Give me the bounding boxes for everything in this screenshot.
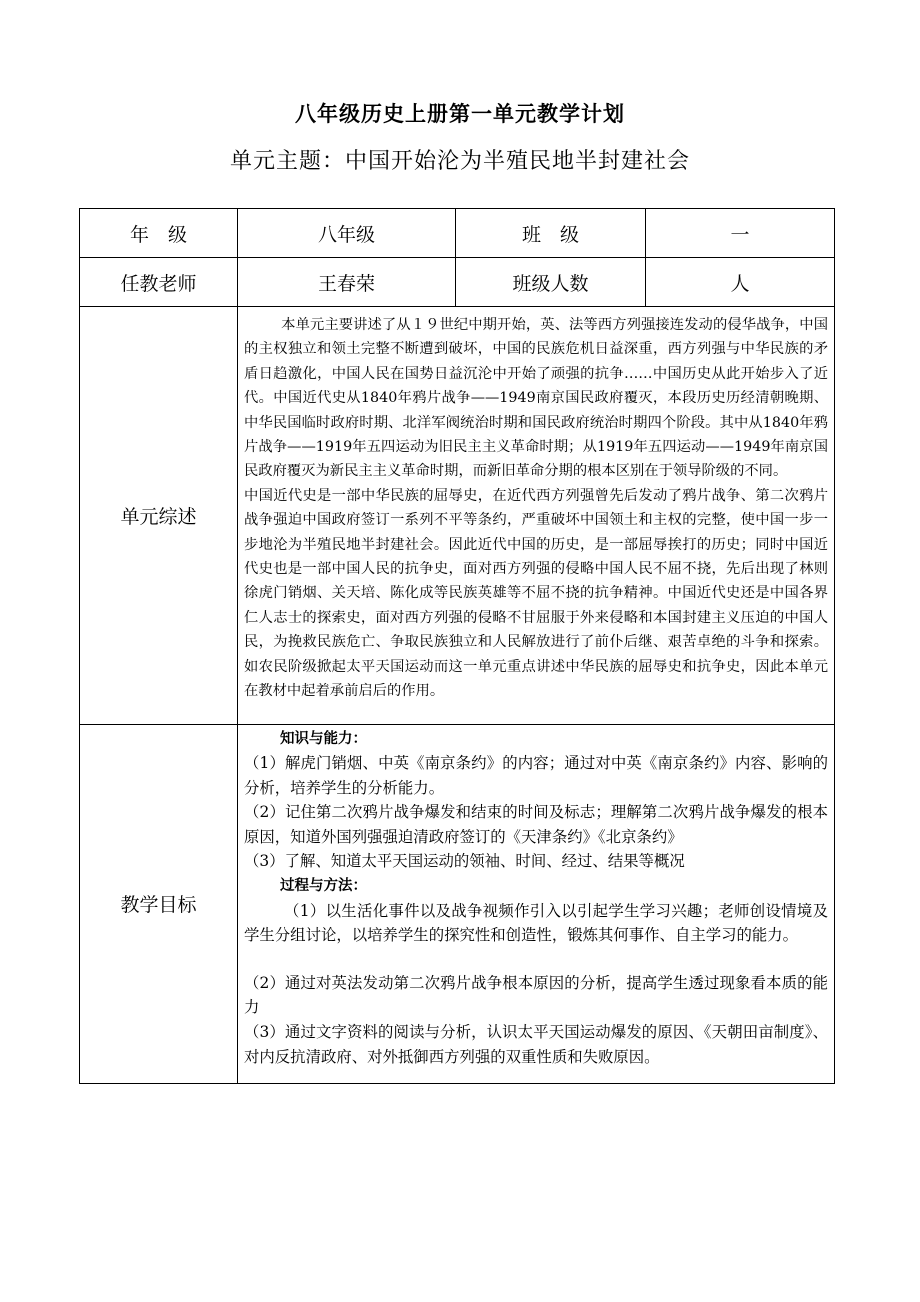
- goals-content: [238, 724, 835, 1084]
- teacher-label: 任教老师: [80, 258, 238, 307]
- grade-value: 八年级: [238, 209, 456, 258]
- process-item: （1）以生活化事件以及战争视频作引入以引起学生学习兴趣；老师创设情境及学生分组讨论，以培养学生的探究性和创造性，锻炼其何事作、自主学习的能力。: [244, 901, 828, 945]
- class-size-label: 班级人数: [456, 258, 646, 307]
- page-subtitle: 单元主题：中国开始沦为半殖民地半封建社会: [229, 149, 690, 174]
- process-item: （2）通过对英法发动第二次鸦片战争根本原因的分析，提高学生透过现象看本质的能力: [244, 973, 828, 1017]
- overview-paragraph-1: 本单元主要讲述了从１９世纪中期开始，英、法等西方列强接连发动的侵华战争，中国的主权独立和领土完整不断遭到破坏，中国的民族危机日益深重，西方列强与中华民族的矛盾日趋激化，中国人民在国势日益沉沦中开始了顽强的抗争……中国历史从此开始步入了近代。中国近代史从1840年鸦片战争——1949南京国民政府覆灭，本段历史历经清朝晚期、中华民国临时政府时期、北洋军阀统治时期和国民政府统治时期四个阶段。其中从1840年鸦片战争——1919年五四运动为旧民主主义革命时期；从1919年五四运动——1949年南京国民政府覆灭为新民主主义革命时期，而新旧革命分期的根本区别在于领导阶级的不同。: [244, 317, 828, 480]
- grade-label: 年 级: [80, 209, 238, 258]
- process-item: （3）通过文字资料的阅读与分析，认识太平天国运动爆发的原因、《天朝田亩制度》、对内反抗清政府、对外抵御西方列强的双重性质和失败原因。: [244, 1023, 828, 1066]
- goals-label: 教学目标: [80, 724, 238, 1084]
- plan-table: [79, 208, 835, 1084]
- table-row: [80, 724, 835, 1084]
- knowledge-item: （3）了解、知道太平天国运动的领袖、时间、经过、结果等概况: [244, 852, 685, 871]
- class-label: 班 级: [456, 209, 646, 258]
- table-row: [80, 307, 835, 725]
- overview-label: 单元综述: [80, 307, 238, 725]
- overview-paragraph-2: 中国近代史是一部中华民族的屈辱史，在近代西方列强曾先后发动了鸦片战争、第二次鸦片战争强迫中国政府签订一系列不平等条约，严重破坏中国领土和主权的完整，使中国一步一步地沦为半殖民地半封建社会。因此近代中国的历史，是一部屈辱挨打的历史；同时中国近代史也是一部中国人民的抗争史，面对西方列强的侵略中国人民不屈不挠，先后出现了林则徐虎门销烟、关天培、陈化成等民族英雄等不屈不挠的抗争精神。中国近代史还是中国各界仁人志士的探索史，面对西方列强的侵略不甘屈服于外来侵略和本国封建主义压迫的中国人民，为挽救民族危亡、争取民族独立和人民解放进行了前仆后继、艰苦卓绝的斗争和探索。如农民阶级掀起太平天国运动而这一单元重点讲述中华民族的屈辱史和抗争史，因此本单元在教材中起着承前启后的作用。: [244, 487, 828, 700]
- knowledge-item: （2）记住第二次鸦片战争爆发和结束的时间及标志；理解第二次鸦片战争爆发的根本原因，知道外国列强强迫清政府签订的《天津条约》《北京条约》: [244, 803, 828, 846]
- knowledge-item: （1）解虎门销烟、中英《南京条约》的内容；通过对中英《南京条约》内容、影响的分析，培养学生的分析能力。: [244, 754, 828, 797]
- teacher-value: 王春荣: [238, 258, 456, 307]
- process-heading: 过程与方法：: [280, 877, 367, 895]
- class-value: 一: [646, 209, 835, 258]
- table-row: [80, 209, 835, 258]
- class-size-value: 人: [646, 258, 835, 307]
- knowledge-heading: 知识与能力：: [280, 729, 367, 747]
- overview-content: [238, 307, 835, 725]
- table-row: [80, 258, 835, 307]
- page-title: 八年级历史上册第一单元教学计划: [295, 101, 625, 126]
